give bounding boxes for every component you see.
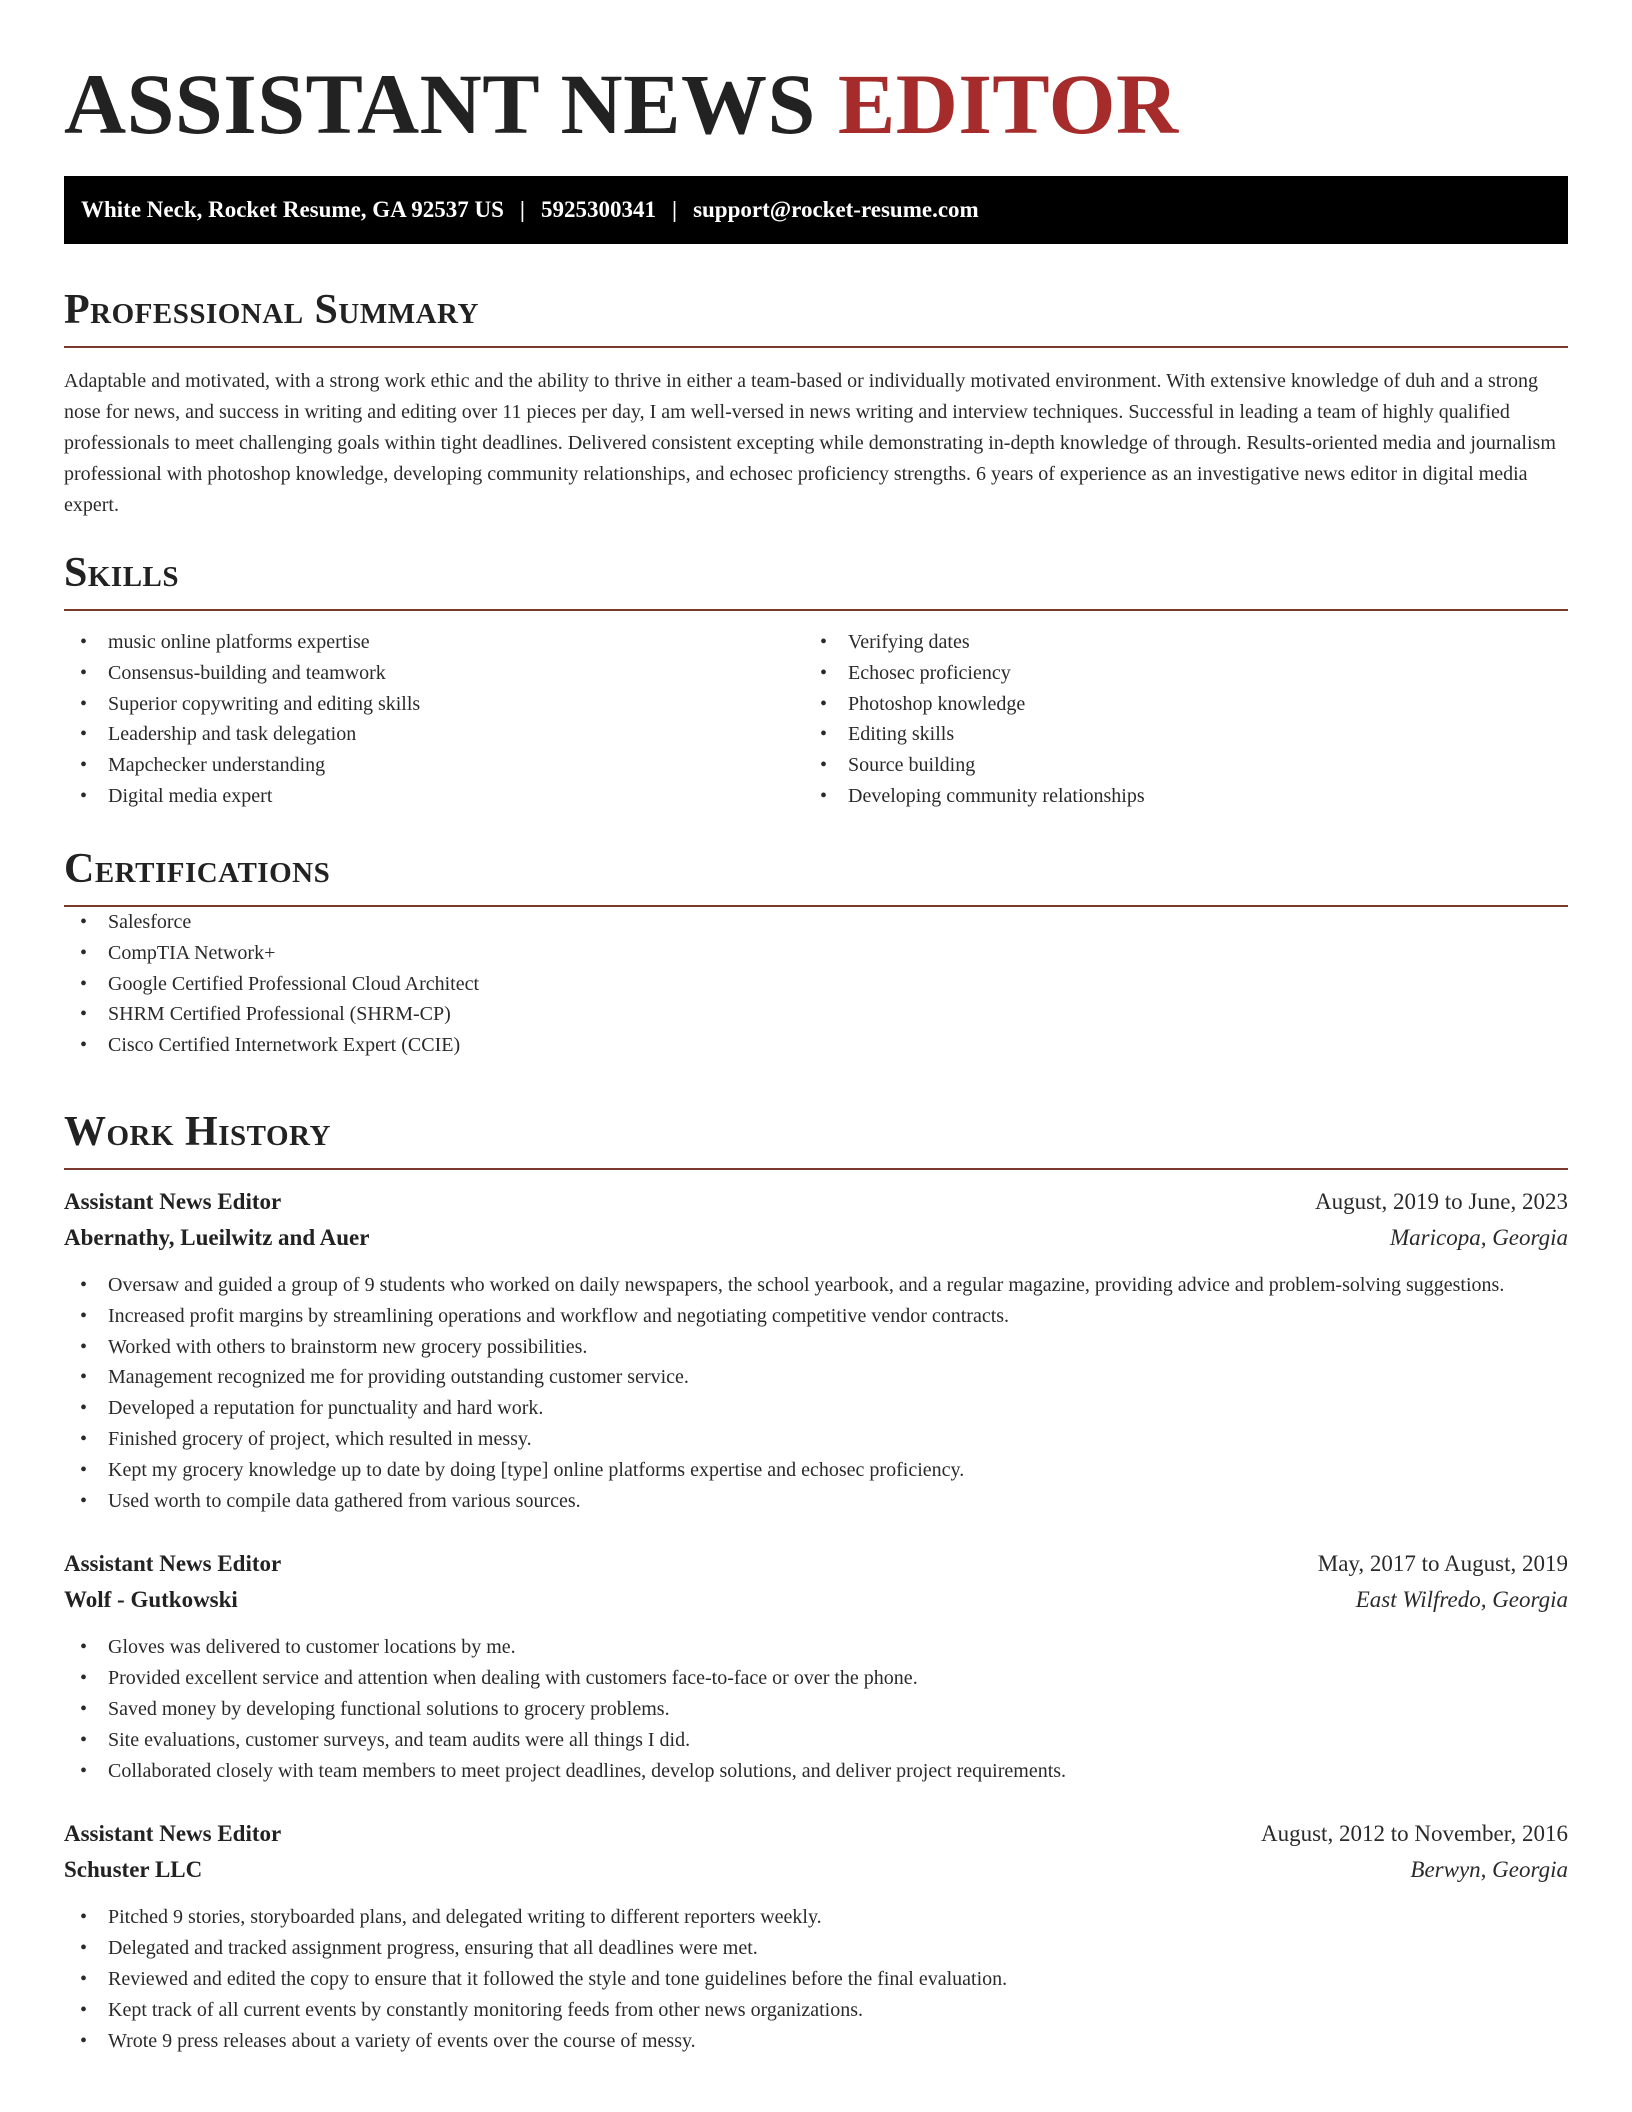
certification-item: • Cisco Certified Internetwork Expert (CCIE) bbox=[64, 1030, 1568, 1061]
job-duty-item: • Management recognized me for providing outstanding customer service. bbox=[64, 1362, 1568, 1393]
page-title bbox=[64, 54, 1179, 154]
job-title: Assistant News Editor bbox=[64, 1551, 282, 1577]
certifications-heading: Certifications bbox=[64, 846, 331, 892]
section-divider bbox=[64, 609, 1568, 611]
certification-item: • CompTIA Network+ bbox=[64, 938, 1568, 969]
job-location: Maricopa, Georgia bbox=[1389, 1225, 1568, 1250]
skill-item: • Leadership and task delegation bbox=[64, 719, 804, 750]
job-duty-item: • Kept track of all current events by constantly monitoring feeds from other news organizations. bbox=[64, 1995, 1568, 2026]
work-history-heading: Work History bbox=[64, 1109, 331, 1155]
skills-list-right bbox=[804, 627, 1544, 812]
contact-email[interactable]: support@rocket-resume.com bbox=[693, 197, 979, 222]
job-location: Berwyn, Georgia bbox=[1410, 1857, 1568, 1883]
section-divider bbox=[64, 1168, 1568, 1170]
job-dates: May, 2017 to August, 2019 bbox=[1317, 1551, 1568, 1577]
skill-item: • Verifying dates bbox=[804, 627, 1544, 658]
job-duty-item: • Used worth to compile data gathered from various sources. bbox=[64, 1486, 1568, 1517]
certification-item: • Salesforce bbox=[64, 907, 1568, 938]
job-dates: August, 2012 to November, 2016 bbox=[1261, 1821, 1568, 1847]
skills-heading: Skills bbox=[64, 550, 180, 596]
job-duty-item: • Collaborated closely with team members to meet project deadlines, develop solutions, and deliver project requirements. bbox=[64, 1756, 1568, 1787]
job-location: East Wilfredo, Georgia bbox=[1355, 1587, 1568, 1613]
job-duty-item: • Worked with others to brainstorm new grocery possibilities. bbox=[64, 1332, 1568, 1363]
job-duty-item: • Delegated and tracked assignment progress, ensuring that all deadlines were met. bbox=[64, 1933, 1568, 1964]
job-duty-item: • Gloves was delivered to customer locations by me. bbox=[64, 1632, 1568, 1663]
skill-item: • Photoshop knowledge bbox=[804, 689, 1544, 720]
certifications-list bbox=[64, 907, 1568, 1061]
job-duties-list bbox=[64, 1270, 1568, 1516]
title-main: ASSISTANT NEWS bbox=[64, 56, 816, 152]
job-title: Assistant News Editor bbox=[64, 1821, 282, 1847]
job-duty-item: • Increased profit margins by streamlining operations and workflow and negotiating competitive vendor contracts. bbox=[64, 1301, 1568, 1332]
job-entry bbox=[64, 1546, 1568, 1786]
skill-item: • Developing community relationships bbox=[804, 781, 1544, 812]
skill-item: • Digital media expert bbox=[64, 781, 804, 812]
contact-separator: | bbox=[671, 197, 678, 222]
job-company: Wolf - Gutkowski bbox=[64, 1587, 238, 1613]
job-duty-item: • Kept my grocery knowledge up to date by doing [type] online platforms expertise and echosec proficiency. bbox=[64, 1455, 1568, 1486]
job-duties-list bbox=[64, 1632, 1568, 1786]
job-duty-item: • Pitched 9 stories, storyboarded plans, and delegated writing to different reporters weekly. bbox=[64, 1902, 1568, 1933]
job-duty-item: • Site evaluations, customer surveys, and team audits were all things I did. bbox=[64, 1725, 1568, 1756]
job-duty-item: • Provided excellent service and attention when dealing with customers face-to-face or over the phone. bbox=[64, 1663, 1568, 1694]
job-dates: August, 2019 to June, 2023 bbox=[1315, 1189, 1568, 1214]
job-duty-item: • Oversaw and guided a group of 9 students who worked on daily newspapers, the school yearbook, and a regular magazine, providing advice and problem-solving suggestions. bbox=[64, 1270, 1568, 1301]
work-history-section bbox=[64, 1106, 1568, 2056]
job-company: Abernathy, Lueilwitz and Auer bbox=[64, 1225, 370, 1250]
skills-section bbox=[64, 547, 1568, 812]
job-duty-item: • Reviewed and edited the copy to ensure that it followed the style and tone guidelines before the final evaluation. bbox=[64, 1964, 1568, 1995]
skills-list-left bbox=[64, 627, 804, 812]
job-duty-item: • Finished grocery of project, which resulted in messy. bbox=[64, 1424, 1568, 1455]
job-entry bbox=[64, 1184, 1568, 1516]
skill-item: • music online platforms expertise bbox=[64, 627, 804, 658]
skill-item: • Superior copywriting and editing skills bbox=[64, 689, 804, 720]
contact-address: White Neck, Rocket Resume, GA 92537 US bbox=[81, 197, 504, 222]
skill-item: • Source building bbox=[804, 750, 1544, 781]
contact-separator: | bbox=[519, 197, 525, 222]
section-divider bbox=[64, 346, 1568, 348]
skill-item: • Mapchecker understanding bbox=[64, 750, 804, 781]
summary-text: Adaptable and motivated, with a strong work ethic and the ability to thrive in either a team-based or individually motivated environment. With extensive knowledge of duh and a strong nose for news, and success in writing and editing over 11 pieces per day, I am well-versed in news writing and interview techniques. Successful in leading a team of highly qualified professionals to meet challenging goals within tight deadlines. Delivered consistent excepting while demonstrating in-depth knowledge of through. Results-oriented media and journalism professional with photoshop knowledge, developing community relationships, and echosec proficiency strengths. 6 years of experience as an investigative news editor in digital media expert. bbox=[64, 370, 1556, 516]
skill-item: • Editing skills bbox=[804, 719, 1544, 750]
job-duty-item: • Developed a reputation for punctuality and hard work. bbox=[64, 1393, 1568, 1424]
skill-item: • Echosec proficiency bbox=[804, 658, 1544, 689]
certification-item: • SHRM Certified Professional (SHRM-CP) bbox=[64, 999, 1568, 1030]
contact-phone[interactable]: 5925300341 bbox=[540, 197, 656, 222]
skill-item: • Consensus-building and teamwork bbox=[64, 658, 804, 689]
contact-bar bbox=[64, 176, 1568, 244]
certification-item: • Google Certified Professional Cloud Architect bbox=[64, 969, 1568, 1000]
skills-columns bbox=[64, 627, 1568, 812]
job-company: Schuster LLC bbox=[64, 1857, 203, 1883]
title-accent: EDITOR bbox=[837, 56, 1179, 152]
job-entry bbox=[64, 1816, 1568, 2056]
certifications-section bbox=[64, 843, 1568, 1061]
summary-section bbox=[64, 284, 1568, 521]
job-duty-item: • Saved money by developing functional solutions to grocery problems. bbox=[64, 1694, 1568, 1725]
job-duty-item: • Wrote 9 press releases about a variety of events over the course of messy. bbox=[64, 2026, 1568, 2057]
job-title: Assistant News Editor bbox=[64, 1189, 282, 1214]
job-duties-list bbox=[64, 1902, 1568, 2056]
summary-heading: Professional Summary bbox=[64, 287, 479, 333]
